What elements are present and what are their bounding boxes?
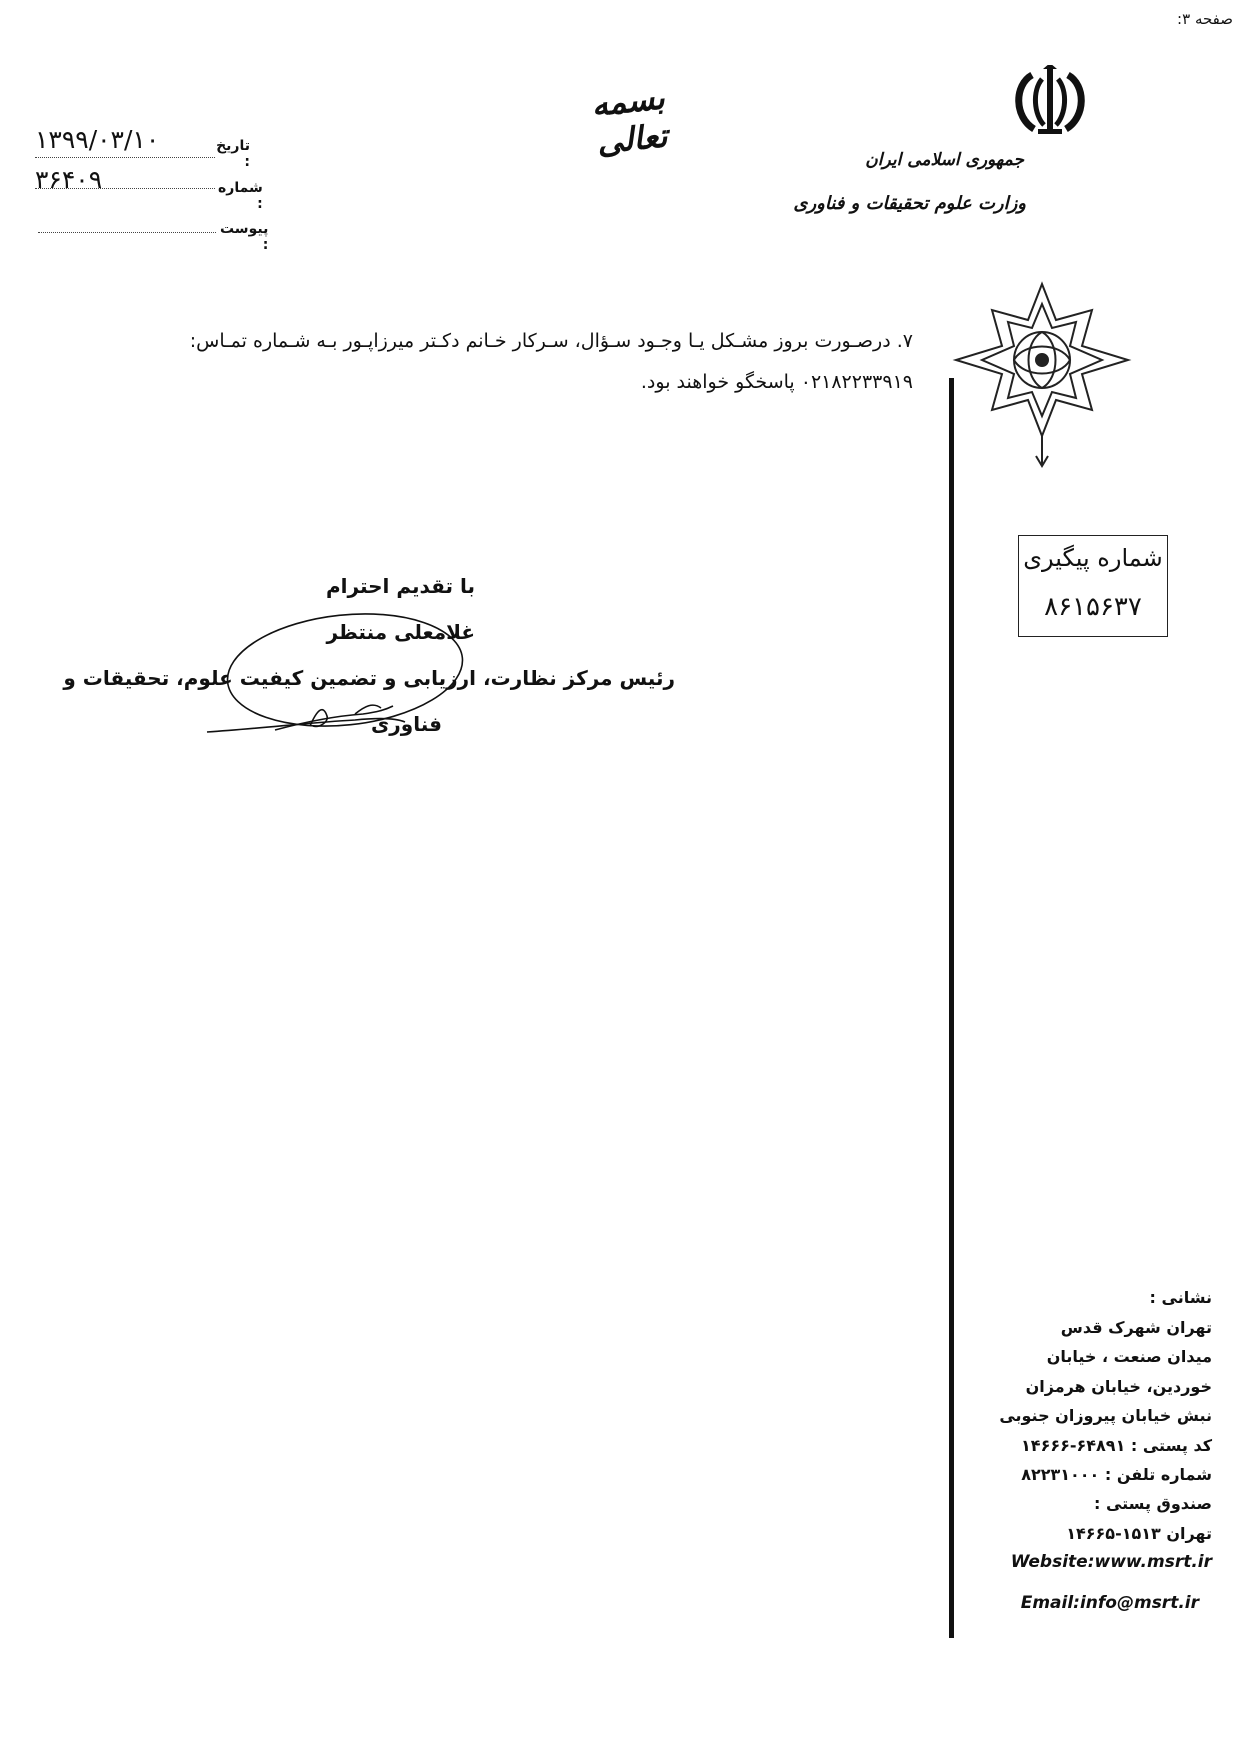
closing-text: با تقدیم احترام	[326, 574, 475, 598]
date-label: تاریخ :	[216, 138, 250, 170]
tracking-value: ۸۶۱۵۶۳۷	[1044, 592, 1142, 622]
address-line-2: میدان صنعت ، خیابان	[1046, 1347, 1212, 1366]
signer-name: غلامعلی منتظر	[326, 620, 475, 644]
bismillah-heading: بسمه تعالی	[589, 78, 670, 162]
letter-meta	[30, 125, 269, 253]
vertical-rule	[949, 378, 954, 1638]
po-box: تهران ۱۵۱۳-۱۴۶۶۵	[1066, 1524, 1212, 1543]
address-line-1: تهران شهرک قدس	[1060, 1318, 1212, 1337]
phone-number: شماره تلفن : ۸۲۲۳۱۰۰۰	[1021, 1465, 1212, 1484]
footer-address	[960, 1288, 1212, 1618]
signer-title-line-2: فناوری	[370, 712, 442, 736]
handwritten-signature	[205, 610, 485, 770]
number-underline	[35, 188, 215, 189]
iran-emblem-icon	[1010, 65, 1090, 137]
number-value: ۳۶۴۰۹	[35, 165, 103, 194]
attachment-label: پیوست :	[219, 221, 269, 253]
body-line-2: ۰۲۱۸۲۲۳۳۹۱۹ پاسخگو خواهند بود.	[640, 371, 913, 393]
date-underline	[35, 157, 215, 158]
attachment-underline	[38, 232, 216, 233]
body-line-1: ۷. درصـورت بروز مشـکل یـا وجـود سـؤال، سـرکار خـانم دکـتر میرزاپـور بـه شـماره تمـاس:	[189, 330, 913, 352]
country-name: جمهوری اسلامی ایران	[865, 150, 1024, 170]
address-line-3: خوردین، خیابان هرمزان	[1025, 1377, 1212, 1396]
tracking-number-box	[1018, 535, 1168, 637]
website-link: Website:www.msrt.ir	[1010, 1552, 1212, 1572]
postal-code: کد پستی : ۶۴۸۹۱-۱۴۶۶۶	[1021, 1436, 1212, 1455]
address-line-4: نبش خیابان پیروزان جنوبی	[999, 1406, 1212, 1425]
number-label: شماره :	[218, 180, 263, 212]
page-number: صفحه ۳:	[1177, 10, 1233, 28]
address-label: نشانی :	[1149, 1288, 1212, 1307]
email-link: Email:info@msrt.ir	[1020, 1593, 1199, 1613]
tracking-label: شماره پیگیری	[1023, 544, 1163, 572]
signer-title-line-1: رئیس مرکز نظارت، ارزیابی و تضمین کیفیت علوم، تحقیقات و	[63, 666, 675, 690]
ornament-medallion	[952, 280, 1132, 470]
po-box-label: صندوق پستی :	[1093, 1494, 1212, 1513]
date-value: ۱۳۹۹/۰۳/۱۰	[35, 125, 160, 154]
ministry-name: وزارت علوم تحقیقات و فناوری	[793, 193, 1026, 214]
